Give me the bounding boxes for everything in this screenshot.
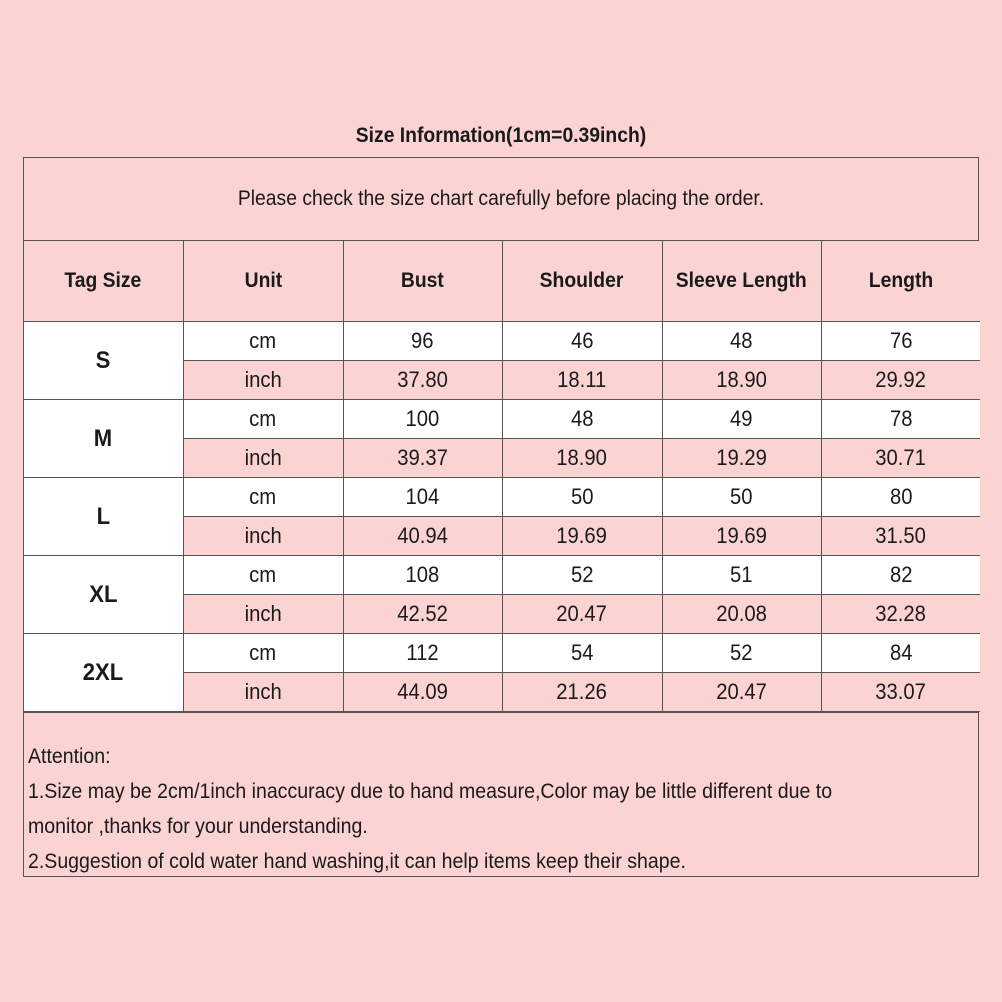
attention-line-1: 1.Size may be 2cm/1inch inaccuracy due to hand measure,Color may be little different due to xyxy=(28,780,833,803)
unit-cell: inch xyxy=(183,517,343,556)
unit-cell: inch xyxy=(183,595,343,634)
shoulder-cell: 46 xyxy=(502,322,662,361)
bust-cell: 42.52 xyxy=(343,595,502,634)
table-row xyxy=(24,322,980,361)
header-sleeve-length: Sleeve Length xyxy=(662,241,821,322)
size-label: S xyxy=(24,322,183,400)
page-title: Size Information(1cm=0.39inch) xyxy=(355,124,647,147)
size-label: XL xyxy=(24,556,183,634)
unit-cell: cm xyxy=(183,322,343,361)
sleeve-cell: 20.47 xyxy=(662,673,821,712)
bust-cell: 100 xyxy=(343,400,502,439)
length-cell: 30.71 xyxy=(821,439,980,478)
shoulder-cell: 18.90 xyxy=(502,439,662,478)
bust-cell: 96 xyxy=(343,322,502,361)
sleeve-cell: 52 xyxy=(662,634,821,673)
sleeve-cell: 18.90 xyxy=(662,361,821,400)
unit-cell: inch xyxy=(183,361,343,400)
bust-cell: 44.09 xyxy=(343,673,502,712)
header-length: Length xyxy=(821,241,980,322)
size-label: L xyxy=(24,478,183,556)
shoulder-cell: 52 xyxy=(502,556,662,595)
unit-cell: cm xyxy=(183,634,343,673)
length-cell: 78 xyxy=(821,400,980,439)
table-row xyxy=(24,400,980,439)
table-row xyxy=(24,478,980,517)
size-table xyxy=(24,241,980,712)
shoulder-cell: 48 xyxy=(502,400,662,439)
size-chart xyxy=(23,157,979,877)
notice-row xyxy=(24,158,978,241)
shoulder-cell: 21.26 xyxy=(502,673,662,712)
unit-cell: cm xyxy=(183,556,343,595)
bust-cell: 104 xyxy=(343,478,502,517)
sleeve-cell: 50 xyxy=(662,478,821,517)
size-label: 2XL xyxy=(24,634,183,712)
bust-cell: 108 xyxy=(343,556,502,595)
sleeve-cell: 48 xyxy=(662,322,821,361)
shoulder-cell: 18.11 xyxy=(502,361,662,400)
length-cell: 84 xyxy=(821,634,980,673)
table-row xyxy=(24,634,980,673)
length-cell: 76 xyxy=(821,322,980,361)
bust-cell: 40.94 xyxy=(343,517,502,556)
sleeve-cell: 19.69 xyxy=(662,517,821,556)
sleeve-cell: 20.08 xyxy=(662,595,821,634)
sleeve-cell: 19.29 xyxy=(662,439,821,478)
length-cell: 29.92 xyxy=(821,361,980,400)
size-label: M xyxy=(24,400,183,478)
header-unit: Unit xyxy=(183,241,343,322)
attention-line-2: 2.Suggestion of cold water hand washing,it can help items keep their shape. xyxy=(28,850,686,873)
length-cell: 31.50 xyxy=(821,517,980,556)
unit-cell: inch xyxy=(183,673,343,712)
length-cell: 80 xyxy=(821,478,980,517)
unit-cell: inch xyxy=(183,439,343,478)
header-shoulder: Shoulder xyxy=(502,241,662,322)
unit-cell: cm xyxy=(183,400,343,439)
header-tag-size: Tag Size xyxy=(24,241,183,322)
length-cell: 33.07 xyxy=(821,673,980,712)
header-bust: Bust xyxy=(343,241,502,322)
table-row xyxy=(24,556,980,595)
shoulder-cell: 54 xyxy=(502,634,662,673)
sleeve-cell: 51 xyxy=(662,556,821,595)
shoulder-cell: 20.47 xyxy=(502,595,662,634)
notice-text: Please check the size chart carefully before placing the order. xyxy=(237,187,765,210)
length-cell: 82 xyxy=(821,556,980,595)
length-cell: 32.28 xyxy=(821,595,980,634)
attention-notes xyxy=(24,712,978,879)
unit-cell: cm xyxy=(183,478,343,517)
attention-heading: Attention: xyxy=(28,745,111,768)
shoulder-cell: 50 xyxy=(502,478,662,517)
attention-line-1-cont: monitor ,thanks for your understanding. xyxy=(28,815,368,838)
sleeve-cell: 49 xyxy=(662,400,821,439)
bust-cell: 37.80 xyxy=(343,361,502,400)
bust-cell: 39.37 xyxy=(343,439,502,478)
shoulder-cell: 19.69 xyxy=(502,517,662,556)
header-row xyxy=(24,241,980,322)
bust-cell: 112 xyxy=(343,634,502,673)
